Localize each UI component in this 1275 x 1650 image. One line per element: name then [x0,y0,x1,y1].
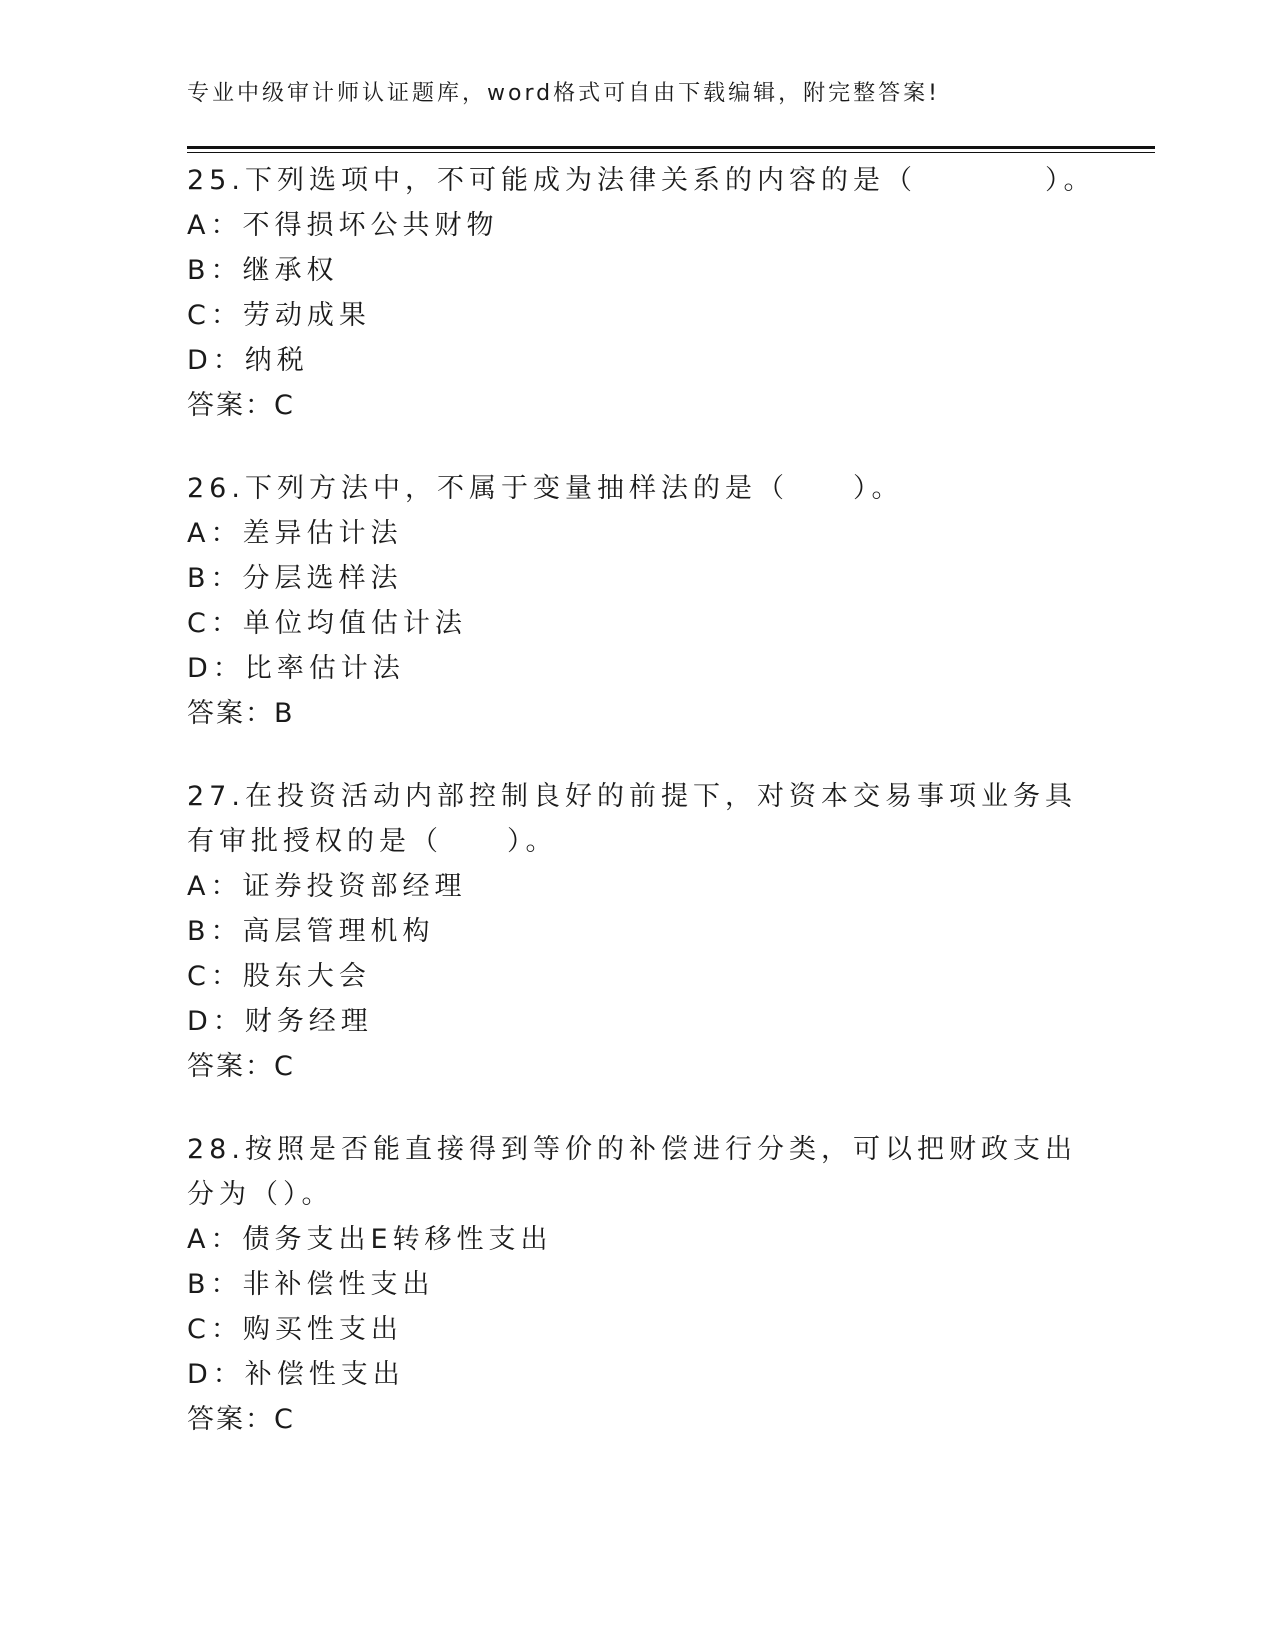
answer: 答案：B [187,698,295,729]
question-list [187,158,1097,1480]
option-a: A：不得损坏公共财物 [187,210,499,241]
option-d: D：补偿性支出 [187,1359,405,1390]
question-stem: 28.按照是否能直接得到等价的补偿进行分类，可以把财政支出分为（）。 [187,1134,1077,1210]
question-stem: 26.下列方法中，不属于变量抽样法的是（ ）。 [187,473,904,504]
question-28 [187,1127,1097,1442]
option-d: D：纳税 [187,345,309,376]
question-25 [187,158,1097,428]
question-26 [187,466,1097,736]
question-27 [187,774,1097,1089]
option-b: B：高层管理机构 [187,916,435,947]
option-c: C：单位均值估计法 [187,608,467,639]
answer: 答案：C [187,1051,295,1082]
question-stem: 25.下列选项中，不可能成为法律关系的内容的是（ ）。 [187,165,1096,196]
header-divider-thin [187,152,1155,153]
answer: 答案：C [187,390,295,421]
question-stem: 27.在投资活动内部控制良好的前提下，对资本交易事项业务具有审批授权的是（ ）。 [187,781,1077,857]
option-d: D：比率估计法 [187,653,405,684]
option-b: B：继承权 [187,255,339,286]
option-b: B：分层选样法 [187,563,403,594]
option-c: C：股东大会 [187,961,371,992]
option-b: B：非补偿性支出 [187,1269,435,1300]
option-c: C：购买性支出 [187,1314,403,1345]
header-divider-thick [187,146,1155,149]
option-a: A：证券投资部经理 [187,871,467,902]
document-header: 专业中级审计师认证题库，word格式可自由下载编辑，附完整答案! [187,81,940,106]
answer: 答案：C [187,1404,295,1435]
option-c: C：劳动成果 [187,300,371,331]
option-a: A：差异估计法 [187,518,403,549]
option-d: D：财务经理 [187,1006,373,1037]
option-a: A：债务支出E转移性支出 [187,1224,553,1255]
